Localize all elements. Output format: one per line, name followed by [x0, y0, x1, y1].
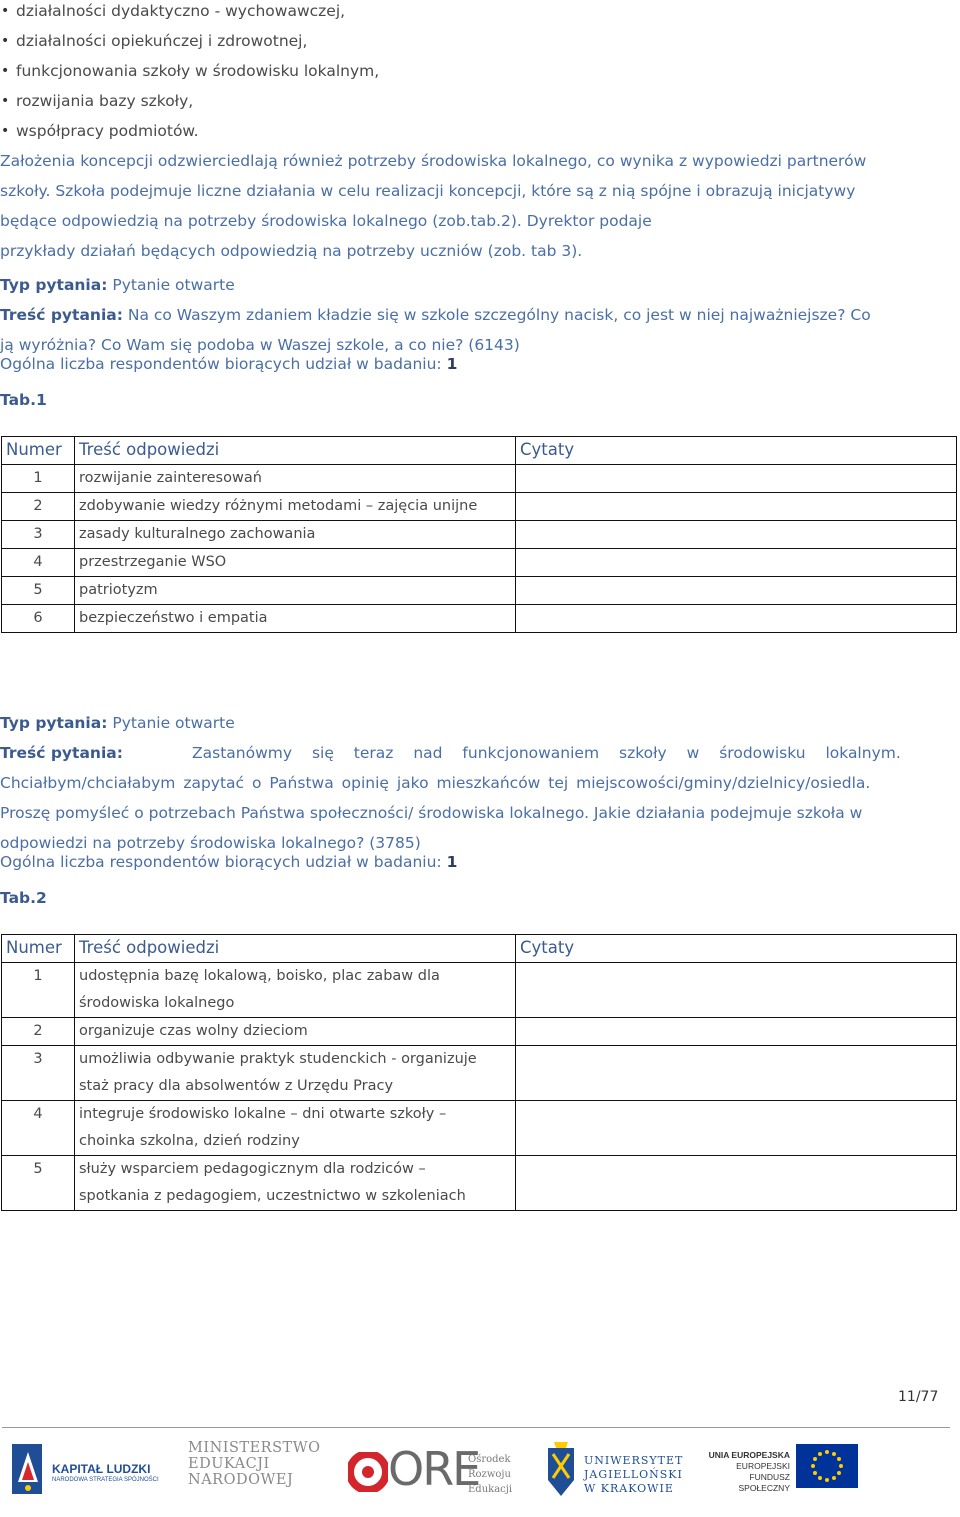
question-2 [0, 712, 960, 854]
row-answer [75, 1156, 516, 1211]
row-number: 1 [2, 963, 75, 1018]
row-number: 5 [2, 1156, 75, 1211]
ore-circle-icon [348, 1452, 388, 1492]
intro-paragraph [0, 150, 960, 270]
uj-line: W KRAKOWIE [584, 1482, 674, 1495]
table-header-row [2, 437, 957, 465]
table-row [2, 549, 957, 577]
table-row [2, 1156, 957, 1211]
row-quotes [516, 465, 957, 493]
eu-flag-icon [796, 1444, 858, 1488]
row-number: 6 [2, 605, 75, 633]
row-answer [75, 1046, 516, 1101]
ue-line: EUROPEJSKI [736, 1461, 790, 1471]
row-quotes [516, 521, 957, 549]
kapital-ludzki-subtitle: NARODOWA STRATEGIA SPÓJNOŚCI [52, 1477, 159, 1483]
row-number: 3 [2, 521, 75, 549]
row-number: 2 [2, 493, 75, 521]
kapital-ludzki-title: KAPITAŁ LUDZKI [52, 1462, 151, 1476]
intro-line: przykłady działań będących odpowiedzią na potrzeby uczniów (zob. tab 3). [0, 242, 583, 260]
row-quotes [516, 577, 957, 605]
uj-line: JAGIELLOŃSKI [584, 1468, 683, 1481]
row-answer: przestrzeganie WSO [75, 549, 516, 577]
question-content-text: ją wyróżnia? Co Wam się podoba w Waszej szkole, a co nie? (6143) [0, 336, 520, 354]
row-number: 1 [2, 465, 75, 493]
responses-table-2 [1, 934, 957, 1211]
men-line: EDUKACJI [188, 1456, 270, 1472]
row-answer [75, 1101, 516, 1156]
table-row [2, 577, 957, 605]
intro-text: szkoły. [0, 182, 56, 200]
question-content [0, 742, 960, 772]
row-answer [75, 1018, 516, 1046]
question-type-value: Pytanie otwarte [112, 276, 235, 294]
row-answer: bezpieczeństwo i empatia [75, 605, 516, 633]
row-quotes [516, 1156, 957, 1211]
respondents-label: Ogólna liczba respondentów biorących udział w badaniu: [0, 853, 442, 871]
respondents-label: Ogólna liczba respondentów biorących udział w badaniu: [0, 355, 442, 373]
question-content-label: Treść pytania: [0, 744, 123, 762]
question-type [0, 274, 960, 304]
men-line: MINISTERSTWO [188, 1440, 321, 1456]
row-quotes [516, 493, 957, 521]
men-logo [188, 1440, 321, 1500]
table-header-row [2, 935, 957, 963]
ore-logo [348, 1444, 528, 1504]
row-number: 4 [2, 549, 75, 577]
table-label: Tab.2 [0, 889, 47, 907]
table-row [2, 1101, 957, 1156]
row-number: 2 [2, 1018, 75, 1046]
row-quotes [516, 1101, 957, 1156]
row-answer [75, 963, 516, 1018]
ore-wordmark: ORE [388, 1442, 480, 1496]
row-quotes [516, 605, 957, 633]
intro-line: Założenia koncepcji odzwierciedlają również potrzeby środowiska lokalnego, co wynika z wypowiedzi partnerów [0, 152, 867, 170]
row-answer-line: służy wsparciem pedagogicznym dla rodziców – [79, 1161, 426, 1177]
header-number: Numer [2, 437, 75, 465]
row-answer: zdobywanie wiedzy różnymi metodami – zajęcia unijne [75, 493, 516, 521]
bullet-list [0, 0, 960, 150]
question-1 [0, 274, 960, 356]
question-content-words: Zastanówmy się teraz nad funkcjonowaniem szkoły w środowisku lokalnym. [192, 744, 901, 762]
row-number: 4 [2, 1101, 75, 1156]
ore-line: Ośrodek [468, 1454, 511, 1465]
question-content-text: Na co Waszym zdaniem kładzie się w szkole szczególny nacisk, co jest w niej najważniejsze? Co [127, 306, 871, 324]
question-type-label: Typ pytania: [0, 714, 108, 732]
row-quotes [516, 549, 957, 577]
question-type-label: Typ pytania: [0, 276, 108, 294]
question-content [0, 304, 960, 334]
question-content-label: Treść pytania: [0, 306, 123, 324]
ue-line: FUNDUSZ SPOŁECZNY [738, 1472, 790, 1493]
row-number: 5 [2, 577, 75, 605]
list-item: • funkcjonowania szkoły w środowisku lokalnym, [0, 60, 960, 90]
table-row [2, 521, 957, 549]
row-answer-line: środowiska lokalnego [79, 995, 235, 1011]
table-label: Tab.1 [0, 391, 47, 409]
table-row [2, 493, 957, 521]
header-answer: Treść odpowiedzi [75, 437, 516, 465]
row-answer-line: udostępnia bazę lokalową, boisko, plac zabaw dla [79, 968, 440, 984]
row-answer-line: organizuje czas wolny dzieciom [79, 1023, 308, 1039]
list-item: • rozwijania bazy szkoły, [0, 90, 960, 120]
list-item: • działalności opiekuńczej i zdrowotnej, [0, 30, 960, 60]
uj-line: UNIWERSYTET [584, 1454, 684, 1467]
row-quotes [516, 1046, 957, 1101]
footer-logos [0, 1438, 960, 1513]
table-row [2, 1046, 957, 1101]
row-answer-line: umożliwia odbywanie praktyk studenckich - organizuje [79, 1051, 477, 1067]
kapital-ludzki-logo [8, 1442, 168, 1502]
ue-line: UNIA EUROPEJSKA [708, 1450, 790, 1460]
header-quotes: Cytaty [516, 935, 957, 963]
row-answer: patriotyzm [75, 577, 516, 605]
row-answer: zasady kulturalnego zachowania [75, 521, 516, 549]
intro-text: Szkoła podejmuje liczne działania w celu realizacji koncepcji, które są z nią spójne i obrazują inicjatywy [55, 182, 856, 200]
footer-divider [2, 1427, 950, 1428]
respondents-count [0, 852, 457, 872]
question-content-text: odpowiedzi na potrzeby środowiska lokalnego? (3785) [0, 834, 421, 852]
page-number: 11/77 [898, 1389, 939, 1405]
row-answer-line: spotkania z pedagogiem, uczestnictwo w szkoleniach [79, 1188, 466, 1204]
table-row [2, 963, 957, 1018]
row-number: 3 [2, 1046, 75, 1101]
list-item: • działalności dydaktyczno - wychowawczej, [0, 0, 960, 30]
men-line: NARODOWEJ [188, 1472, 294, 1488]
ore-line: Rozwoju [468, 1469, 511, 1480]
ore-line: Edukacji [468, 1484, 513, 1495]
row-quotes [516, 1018, 957, 1046]
row-answer-line: integruje środowisko lokalne – dni otwarte szkoły – [79, 1106, 447, 1122]
kapital-ludzki-emblem-icon [8, 1442, 46, 1496]
uj-crest-icon [544, 1440, 578, 1500]
respondents-count [0, 354, 457, 374]
question-type [0, 712, 960, 742]
row-answer: rozwijanie zainteresowań [75, 465, 516, 493]
table-row [2, 605, 957, 633]
respondents-value: 1 [446, 853, 458, 871]
intro-line [0, 180, 960, 210]
question-content-text [192, 742, 960, 772]
question-type-value: Pytanie otwarte [112, 714, 235, 732]
respondents-value: 1 [446, 355, 458, 373]
table-row [2, 1018, 957, 1046]
header-number: Numer [2, 935, 75, 963]
header-quotes: Cytaty [516, 437, 957, 465]
row-answer-line: staż pracy dla absolwentów z Urzędu Pracy [79, 1078, 394, 1094]
row-quotes [516, 963, 957, 1018]
table-row [2, 465, 957, 493]
question-content-text: Chciałbym/chciałabym zapytać o Państwa opinię jako mieszkańców tej miejscowości/gminy/dzielnicy/osiedla. [0, 774, 871, 792]
uj-logo [544, 1440, 694, 1506]
row-answer-line: choinka szkolna, dzień rodziny [79, 1133, 300, 1149]
header-answer: Treść odpowiedzi [75, 935, 516, 963]
list-item: • współpracy podmiotów. [0, 120, 960, 150]
ue-efs-logo [702, 1444, 862, 1504]
responses-table-1 [1, 436, 957, 633]
intro-line: będące odpowiedzią na potrzeby środowiska lokalnego (zob.tab.2). Dyrektor podaje [0, 212, 652, 230]
question-content-text: Proszę pomyśleć o potrzebach Państwa społeczności/ środowiska lokalnego. Jakie działania podejmuje szkoła w [0, 804, 863, 822]
